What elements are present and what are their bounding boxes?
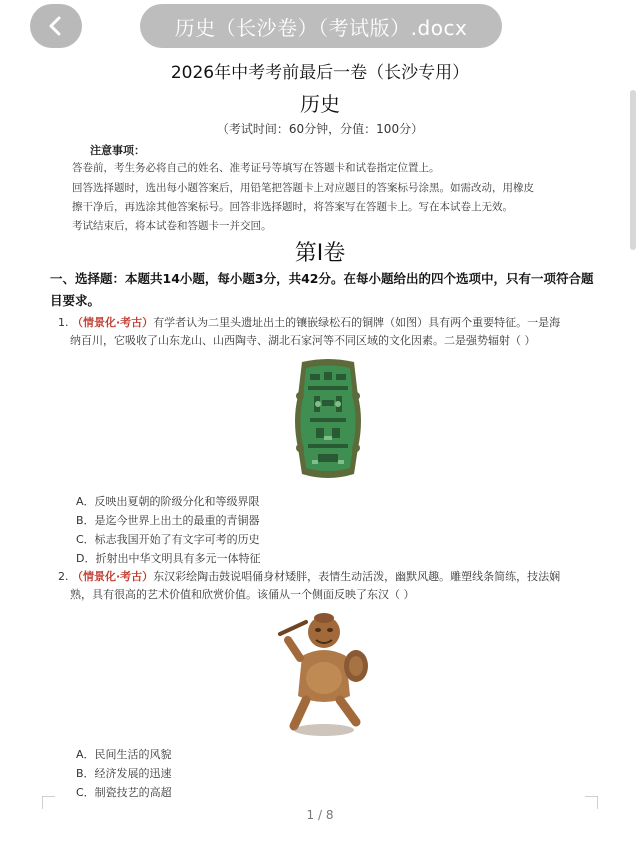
option-c: C．制瓷技艺的高超: [76, 786, 172, 799]
exam-meta: （考试时间：60分钟，分值：100分）: [216, 122, 424, 136]
option-a: A．反映出夏朝的阶级分化和等级界限: [76, 495, 260, 508]
exam-title: 2026年中考考前最后一卷（长沙专用）: [170, 63, 470, 83]
question-1-line-2: 纳百川，它吸收了山东龙山、山西陶寺、湖北石家河等不同区域的文化因素。二是强势辐射（ ）: [70, 334, 536, 347]
scrollbar[interactable]: [630, 90, 636, 250]
document-page: [40, 56, 600, 856]
back-button[interactable]: [30, 4, 82, 48]
page-corner-mark: [585, 796, 598, 809]
notice-item: 答卷前，考生务必将自己的姓名、准考证号等填写在答题卡和试卷指定位置上。: [72, 162, 440, 174]
option-c: C．标志我国开始了有文字可考的历史: [76, 533, 260, 546]
notice-item: 回答选择题时，选出每小题答案后，用铅笔把答题卡上对应题目的答案标号涂黑。如需改动，用橡皮: [72, 182, 534, 194]
option-b: B．经济发展的迅速: [76, 767, 172, 780]
volume-title: 第Ⅰ卷: [294, 241, 346, 266]
question-2-line-2: 熟，具有很高的艺术价值和欣赏价值。该俑从一个侧面反映了东汉（ ）: [70, 588, 415, 601]
option-a: A．民间生活的风貌: [76, 748, 172, 761]
notice-item: 考试结束后，将本试卷和答题卡一并交回。: [72, 220, 272, 232]
page-corner-mark: [42, 796, 55, 809]
question-text: 东汉彩绘陶击鼓说唱俑身材矮胖，表情生动活泼，幽默风趣。雕塑线条简练，技法娴: [153, 570, 561, 583]
question-2-line-1: [58, 569, 560, 585]
question-1-line-1: [58, 315, 560, 331]
viewer-top-bar: [0, 0, 640, 56]
section-heading: 一、选择题：本题共14小题，每小题3分，共42分。在每小题给出的四个选项中，只有一项符合题目要求。: [50, 271, 594, 308]
notice-heading: 注意事项：: [90, 144, 145, 157]
storyteller-figurine-figure: [276, 610, 376, 740]
bronze-plaque-figure: [288, 356, 368, 484]
question-number: 1.: [58, 316, 69, 329]
question-tag: （情景化·考古）: [72, 316, 154, 329]
option-d: D．折射出中华文明具有多元一体特征: [76, 552, 261, 565]
question-text: 有学者认为二里头遗址出土的镶嵌绿松石的铜牌（如图）具有两个重要特征。一是海: [153, 316, 561, 329]
subject-title: 历史: [300, 92, 340, 116]
notice-item: 擦干净后，再选涂其他答案标号。回答非选择题时，将答案写在答题卡上。写在本试卷上无效。: [72, 201, 513, 213]
file-title: 历史（长沙卷）（考试版）.docx: [140, 4, 502, 48]
option-b: B．是迄今世界上出土的最重的青铜器: [76, 514, 260, 527]
chevron-left-icon: [45, 15, 67, 37]
question-tag: （情景化·考古）: [72, 570, 154, 583]
question-number: 2.: [58, 570, 69, 583]
page-indicator: 1 / 8: [306, 808, 334, 822]
